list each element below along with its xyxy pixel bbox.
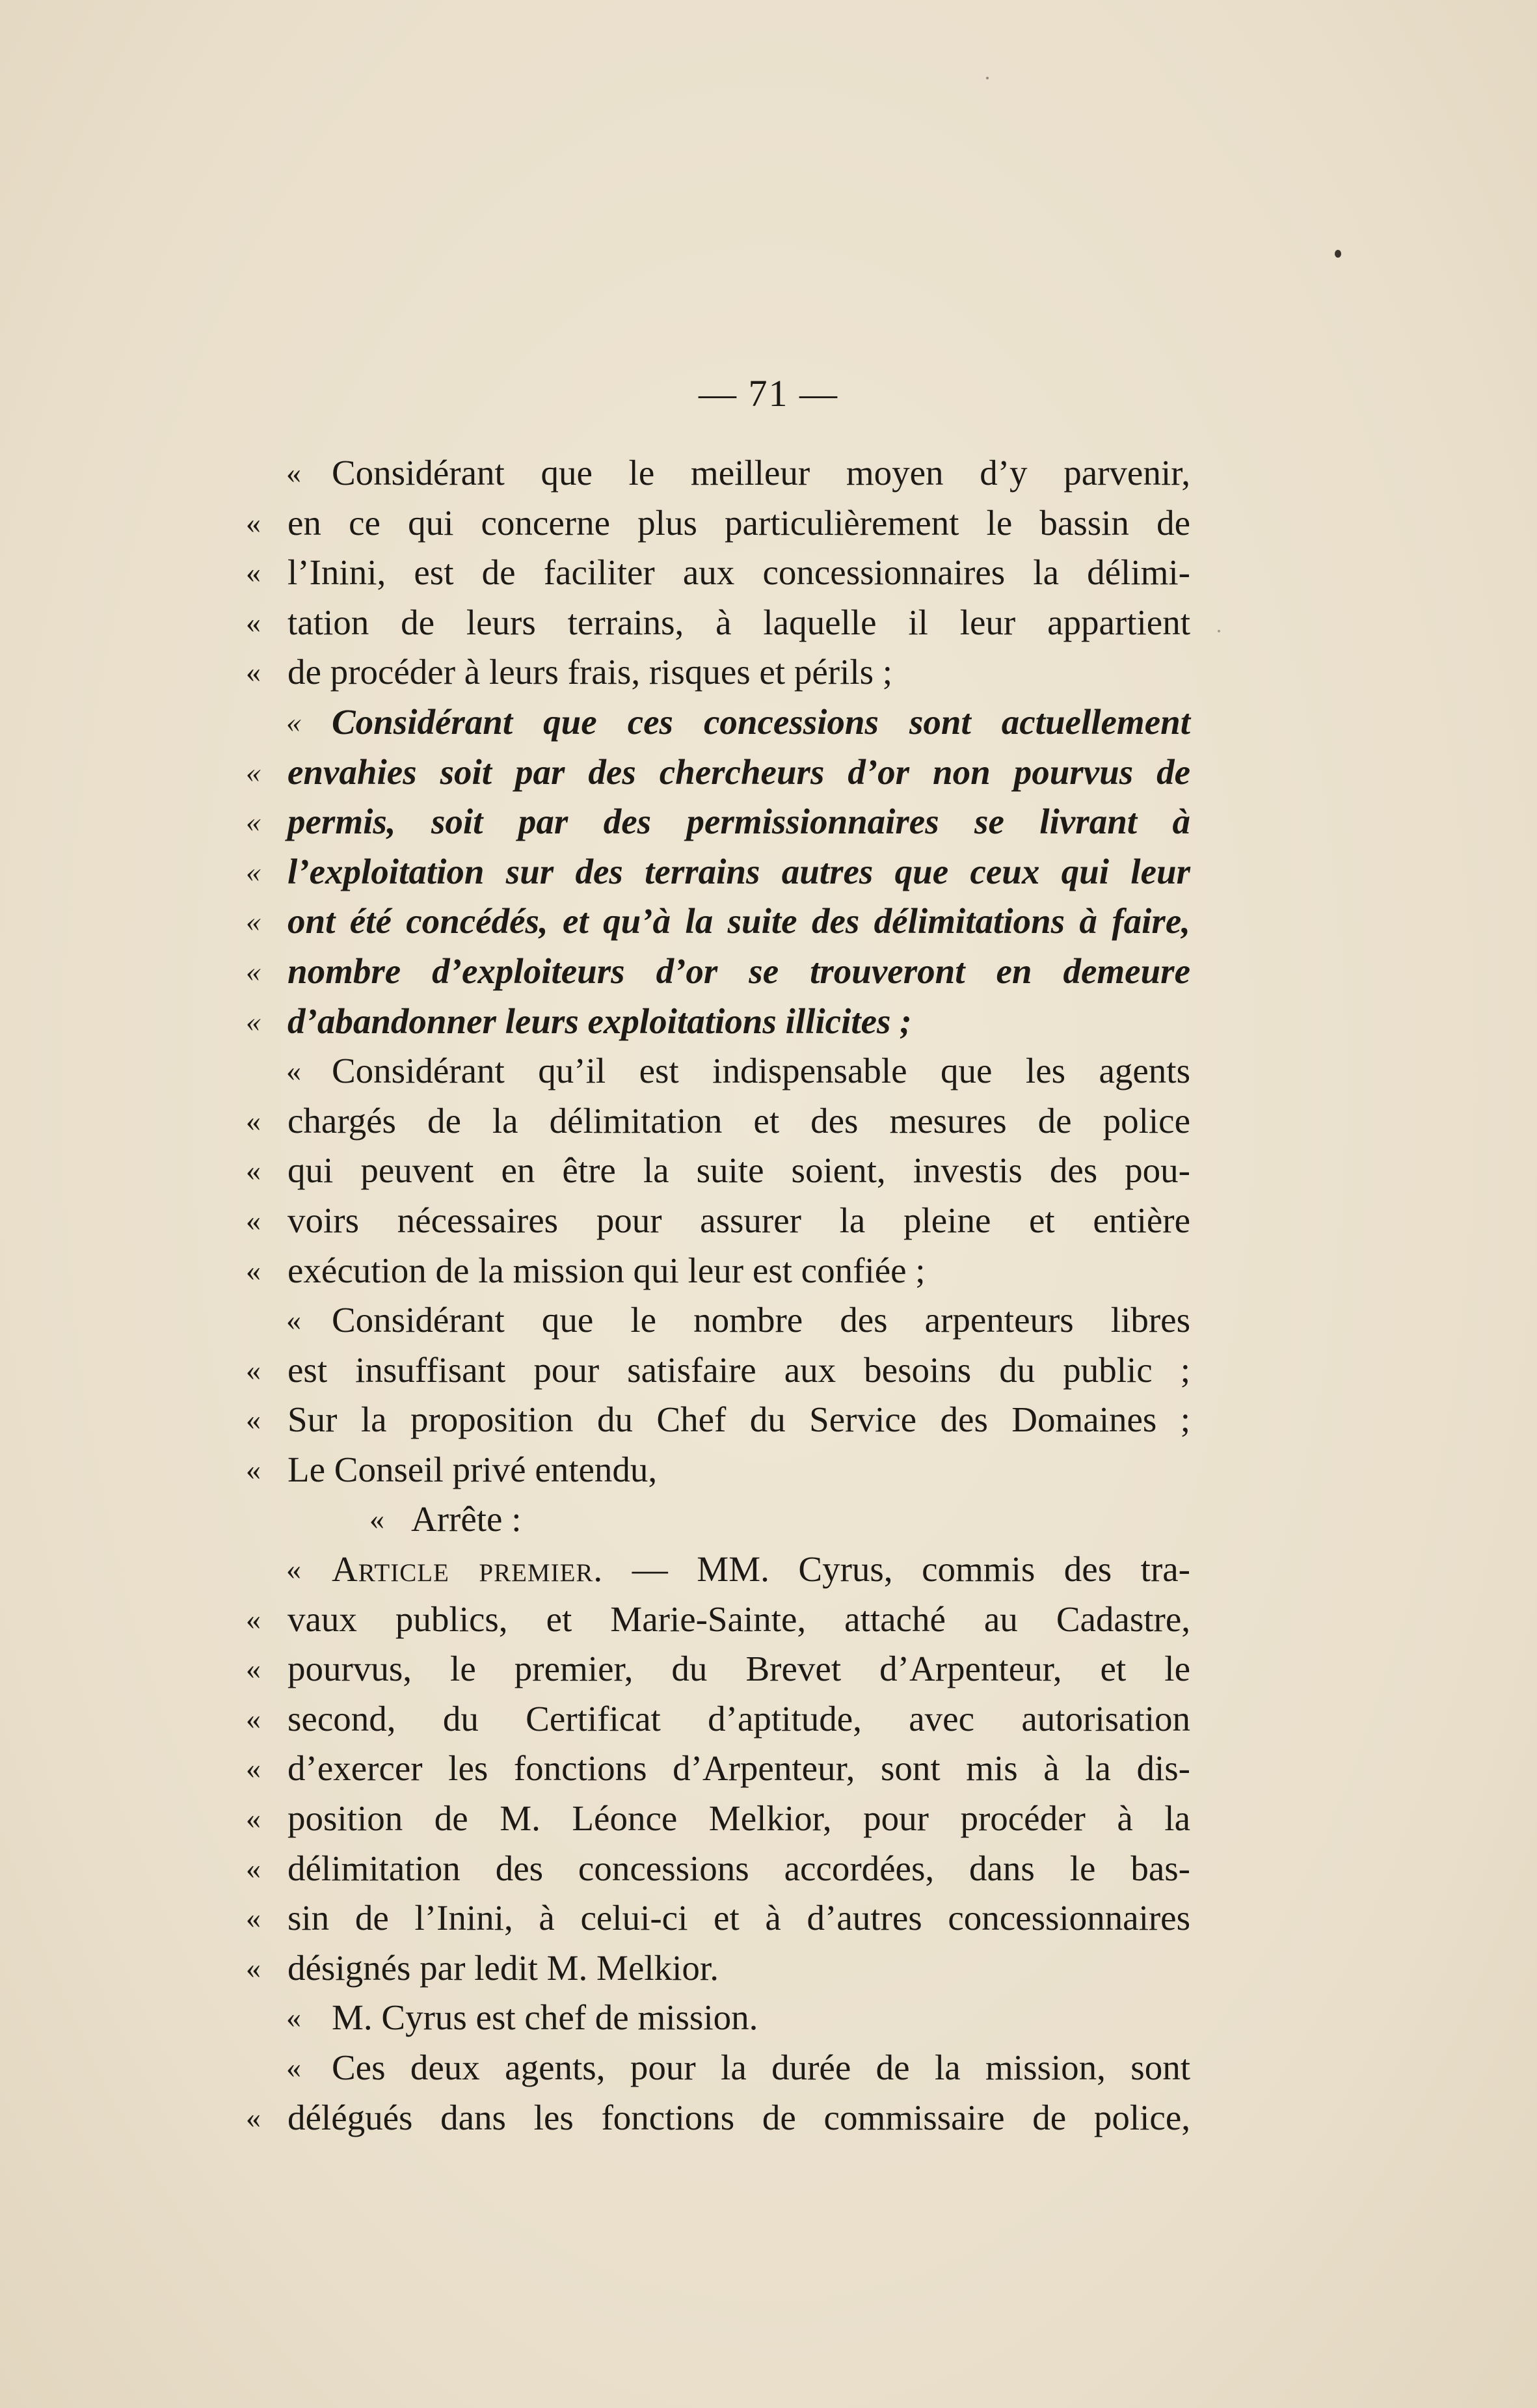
line-text: permis, soit par des permissionnaires se livrant à (287, 802, 1190, 842)
text-line (246, 1943, 1190, 1994)
line-text: Considérant que le nombre des arpenteurs libres (332, 1300, 1190, 1340)
text-line (246, 1346, 1190, 1396)
line-text: M. Cyrus est chef de mission. (332, 1997, 758, 2038)
line-text: envahies soit par des chercheurs d’or non pourvus de (287, 751, 1190, 792)
line-text: position de M. Léonce Melkior, pour procéder à la (287, 1798, 1190, 1839)
guillemet-mark: « (246, 1403, 261, 1437)
guillemet-mark: « (286, 1054, 301, 1088)
guillemet-mark: « (246, 556, 261, 589)
guillemet-mark: « (246, 1752, 261, 1785)
text-line (246, 1595, 1190, 1645)
line-text: nombre d’exploiteurs d’or se trouveront en demeure (287, 951, 1190, 991)
line-text: de procéder à leurs frais, risques et périls ; (287, 652, 893, 692)
guillemet-mark: « (246, 1802, 261, 1835)
article-heading: Article premier. (332, 1549, 604, 1590)
line-text: Arrête : (411, 1499, 522, 1539)
text-line (246, 1046, 1190, 1096)
text-line (246, 2043, 1190, 2093)
text-line (246, 598, 1190, 648)
line-text: est insuffisant pour satisfaire aux besoins du public ; (287, 1349, 1190, 1390)
guillemet-mark: « (246, 2100, 261, 2134)
text-line (246, 947, 1190, 997)
line-text: Sur la proposition du Chef du Service des Domaines ; (287, 1400, 1190, 1440)
text-line (246, 1295, 1190, 1346)
line-text: en ce qui concerne plus particulièrement le bassin de (287, 502, 1190, 543)
guillemet-mark: « (286, 2001, 301, 2035)
guillemet-mark: « (246, 805, 261, 839)
text-line (246, 1844, 1190, 1894)
guillemet-mark: « (246, 1951, 261, 1984)
text-line (246, 1545, 1190, 1595)
line-text: désignés par ledit M. Melkior. (287, 1947, 719, 1988)
page-number: — 71 — (699, 372, 838, 414)
line-text: délégués dans les fonctions de commissaire de police, (287, 2097, 1190, 2137)
guillemet-mark: « (246, 1602, 261, 1636)
line-text: qui peuvent en être la suite soient, investis des pou- (287, 1150, 1190, 1191)
paper-speck (986, 77, 989, 79)
text-line (246, 1694, 1190, 1744)
paper-speck (1218, 630, 1220, 632)
line-text: Le Conseil privé entendu, (287, 1449, 658, 1489)
line-text: exécution de la mission qui leur est confiée ; (287, 1250, 926, 1290)
guillemet-mark: « (246, 655, 261, 689)
text-line (246, 647, 1190, 697)
text-line (246, 997, 1190, 1047)
text-line (246, 2093, 1190, 2143)
text-line (246, 797, 1190, 847)
text-line (246, 1794, 1190, 1844)
text-line (246, 498, 1190, 548)
line-text: d’abandonner leurs exploitations illicites ; (287, 1001, 912, 1041)
line-text: l’exploitation sur des terrains autres que ceux qui leur (287, 851, 1190, 891)
text-line (246, 697, 1190, 748)
guillemet-mark: « (246, 605, 261, 639)
line-text: Considérant qu’il est indispensable que les agents (332, 1051, 1190, 1091)
guillemet-mark: « (246, 1203, 261, 1237)
text-line (246, 448, 1190, 498)
guillemet-mark: « (286, 2051, 301, 2084)
text-line (246, 1744, 1190, 1794)
text-line (246, 1246, 1190, 1296)
line-text: l’Inini, est de faciliter aux concessionnaires la délimi- (287, 552, 1190, 593)
line-text-rest: — MM. Cyrus, commis des tra- (603, 1549, 1190, 1590)
line-text: pourvus, le premier, du Brevet d’Arpenteur, et le (287, 1649, 1190, 1689)
guillemet-mark: « (369, 1502, 384, 1536)
line-text: voirs nécessaires pour assurer la pleine et entière (287, 1200, 1190, 1240)
guillemet-mark: « (246, 1004, 261, 1038)
paper-speck (1335, 250, 1341, 258)
guillemet-mark: « (246, 1701, 261, 1735)
line-text: délimitation des concessions accordées, dans le bas- (287, 1848, 1190, 1888)
text-line (246, 1146, 1190, 1196)
guillemet-mark: « (246, 1901, 261, 1935)
text-line (246, 1644, 1190, 1694)
line-text: Considérant que ces concessions sont actuellement (332, 701, 1190, 742)
guillemet-mark: « (246, 1154, 261, 1187)
line-text: vaux publics, et Marie-Sainte, attaché au Cadastre, (287, 1599, 1190, 1639)
guillemet-mark: « (286, 456, 301, 489)
line-text: Ces deux agents, pour la durée de la mission, sont (332, 2048, 1190, 2087)
guillemet-mark: « (286, 1552, 301, 1586)
guillemet-mark: « (246, 1851, 261, 1885)
guillemet-mark: « (246, 1452, 261, 1486)
guillemet-mark: « (246, 1103, 261, 1137)
line-text: ont été concédés, et qu’à la suite des délimitations à faire, (287, 901, 1190, 941)
guillemet-mark: « (286, 705, 301, 738)
text-line (246, 1096, 1190, 1146)
guillemet-mark: « (246, 854, 261, 888)
guillemet-mark: « (246, 904, 261, 938)
text-line (246, 897, 1190, 947)
guillemet-mark: « (246, 755, 261, 789)
guillemet-mark: « (246, 1253, 261, 1287)
text-line (246, 1196, 1190, 1246)
text-line (246, 1495, 1190, 1545)
guillemet-mark: « (246, 506, 261, 539)
line-text: Considérant que le meilleur moyen d’y parvenir, (332, 453, 1190, 493)
guillemet-mark: « (246, 1652, 261, 1686)
line-text: chargés de la délimitation et des mesures de police (287, 1100, 1190, 1141)
text-line (246, 1395, 1190, 1445)
text-line (246, 1893, 1190, 1943)
line-text: sin de l’Inini, à celui-ci et à d’autres concessionnaires (287, 1898, 1190, 1938)
text-line (246, 1993, 1190, 2043)
text-line (246, 1445, 1190, 1495)
text-line (246, 548, 1190, 598)
guillemet-mark: « (286, 1303, 301, 1337)
text-line (246, 847, 1190, 897)
line-text: second, du Certificat d’aptitude, avec autorisation (287, 1698, 1190, 1738)
line-text: tation de leurs terrains, à laquelle il leur appartient (287, 602, 1190, 642)
body-text (246, 448, 1190, 2143)
guillemet-mark: « (246, 954, 261, 988)
line-text: d’exercer les fonctions d’Arpenteur, sont mis à la dis- (287, 1748, 1190, 1789)
line-text (290, 1549, 1190, 1589)
text-line (246, 748, 1190, 798)
guillemet-mark: « (246, 1353, 261, 1387)
